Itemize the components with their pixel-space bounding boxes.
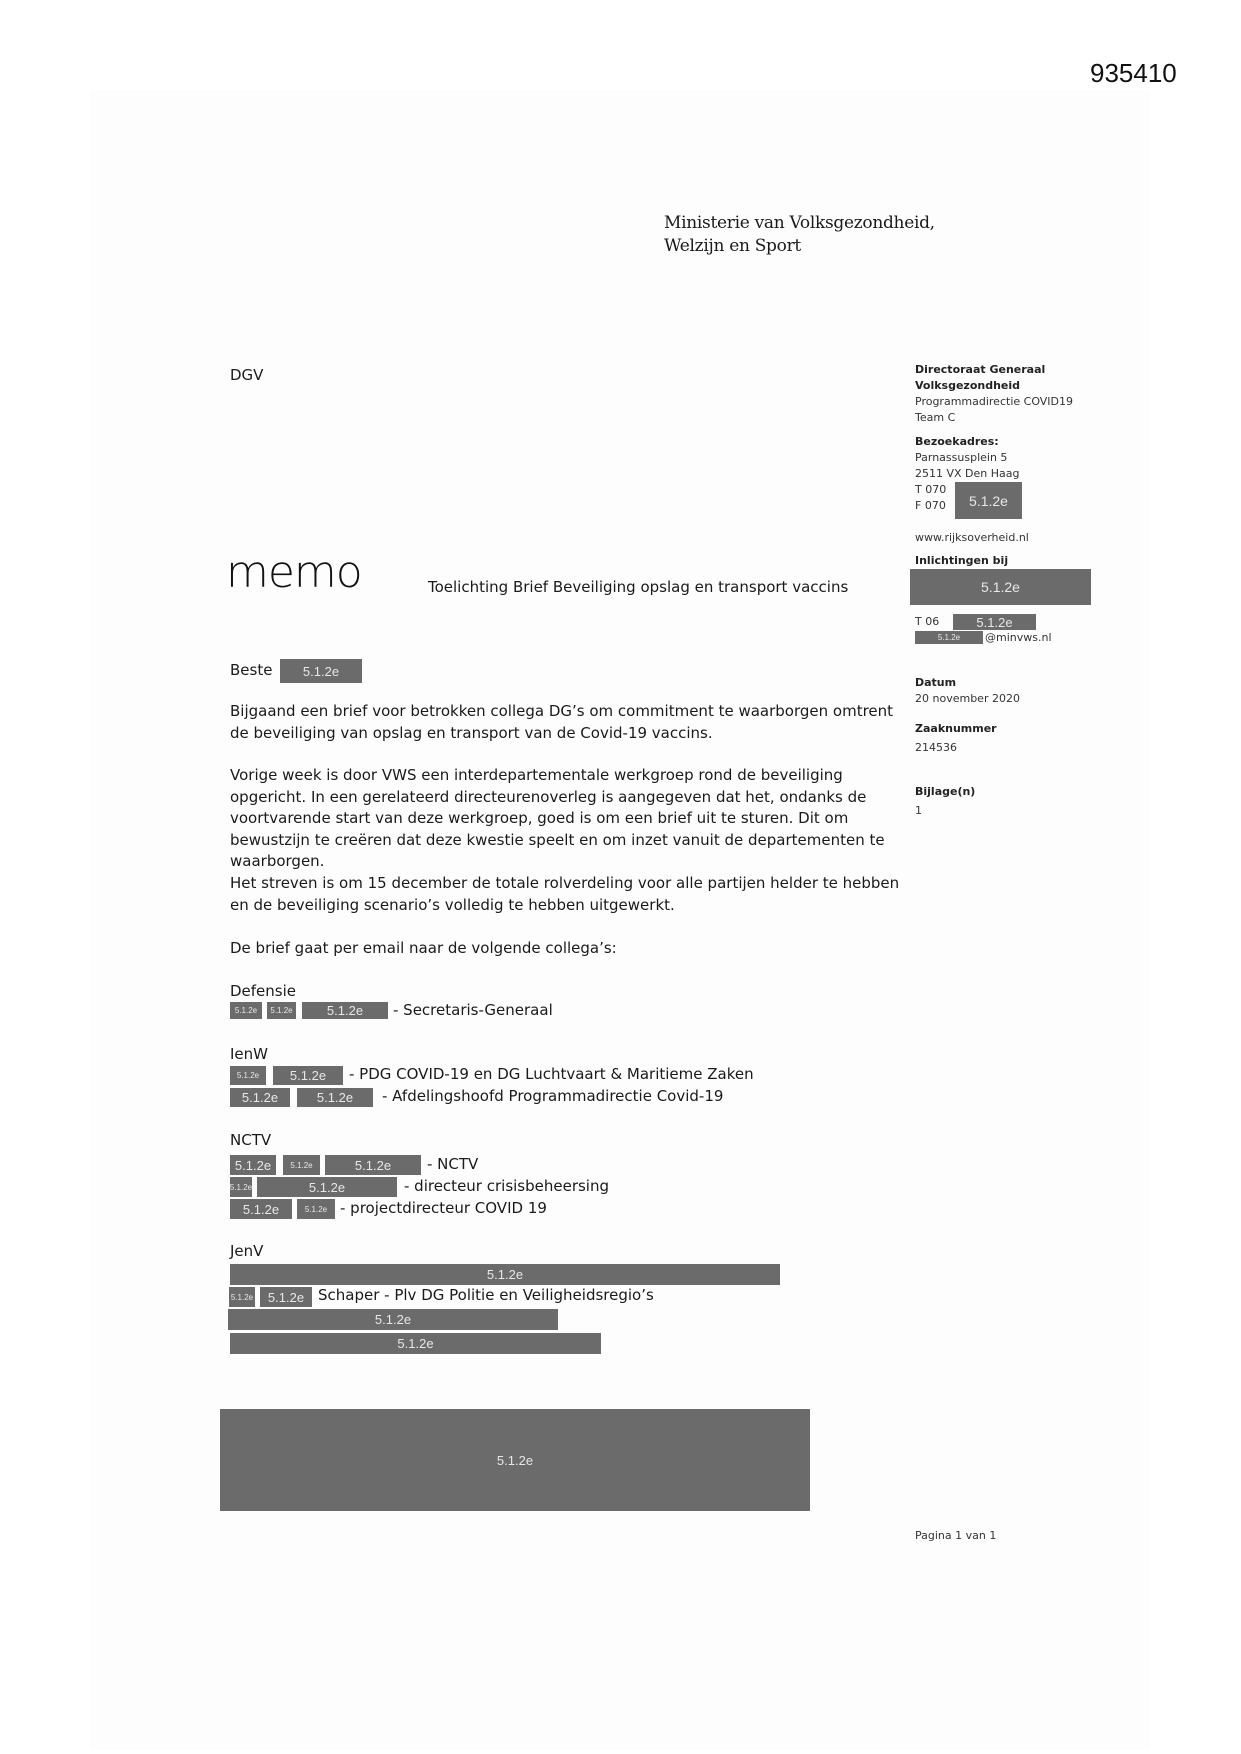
nctv-role-3: - projectdirecteur COVID 19 [340,1199,547,1217]
redaction-greeting-name: 5.1.2e [280,659,362,683]
date-value: 20 november 2020 [915,692,1020,705]
phone-prefix: T 070 [915,483,947,496]
greeting: Beste [230,661,273,679]
group-heading-jenv: JenV [230,1242,264,1260]
redaction-jenv-1: 5.1.2e [230,1264,780,1285]
redaction-nctv-1a: 5.1.2e [230,1155,276,1175]
case-label: Zaaknummer [915,722,997,735]
redaction-signature-block: 5.1.2e [220,1409,810,1511]
group-heading-defensie: Defensie [230,982,297,1000]
redaction-jenv-3: 5.1.2e [228,1309,558,1330]
nctv-role-2: - directeur crisisbeheersing [404,1177,610,1195]
group-heading-nctv: NCTV [230,1131,272,1149]
contact-phone-prefix: T 06 [915,615,940,628]
redaction-ienw-1b: 5.1.2e [273,1066,343,1085]
defensie-role-1: - Secretaris-Generaal [393,1001,553,1019]
redaction-phone-fax: 5.1.2e [955,482,1022,519]
ministry-line-2: Welzijn en Sport [664,236,801,256]
address-line-1: Parnassusplein 5 [915,451,1008,464]
contact-email-suffix[interactable]: @minvws.nl [985,631,1052,644]
ienw-role-1: - PDG COVID-19 en DG Luchtvaart & Maritieme Zaken [349,1065,754,1083]
redaction-jenv-2a: 5.1.2e [229,1287,255,1307]
group-heading-ienw: IenW [230,1045,268,1063]
info-label: Inlichtingen bij [915,554,1009,567]
org-line-3: Programmadirectie COVID19 [915,395,1074,408]
paragraph-1: Bijgaand een brief voor betrokken collega DG’s om commitment te waarborgen omtrent de beveiliging van opslag en transport van de Covid-19 vaccins. [230,702,894,742]
paragraph-2: Vorige week is door VWS een interdepartementale werkgroep rond de beveiliging opgericht. In een gerelateerd directeurenoverleg is aangegeven dat het, ondanks de voortvarende start van deze werkgroep, goed is om een brief uit te sturen. Dit om bewustzijn te creëren dat deze kwestie speelt en om inzet vanuit de departementen te waarborgen. [230,766,885,870]
visit-address-label: Bezoekadres: [915,435,999,448]
memo-subject: Toelichting Brief Beveiliging opslag en transport vaccins [428,578,849,596]
case-value: 214536 [915,741,957,754]
org-line-1: Directoraat Generaal [915,363,1046,376]
nctv-role-1: - NCTV [427,1155,479,1173]
doc-type-title: memo [226,547,362,598]
redaction-defensie-1b: 5.1.2e [267,1002,296,1019]
redaction-nctv-3a: 5.1.2e [230,1199,292,1219]
attachments-value: 1 [915,804,922,817]
redaction-nctv-1b: 5.1.2e [283,1155,320,1175]
fax-prefix: F 070 [915,499,946,512]
redaction-contact-email: 5.1.2e [915,631,983,644]
document-number: 935410 [1090,58,1177,88]
org-line-4: Team C [915,411,956,424]
redaction-ienw-2b: 5.1.2e [297,1088,373,1107]
redaction-jenv-4: 5.1.2e [230,1333,601,1354]
redaction-jenv-2b: 5.1.2e [260,1287,312,1307]
ienw-role-2: - Afdelingshoofd Programmadirectie Covid-19 [382,1087,724,1105]
attachments-label: Bijlage(n) [915,785,976,798]
sidebar-date [915,675,1020,707]
ministry-name [664,212,935,258]
redaction-nctv-3b: 5.1.2e [297,1199,335,1219]
website-link[interactable]: www.rijksoverheid.nl [915,531,1029,544]
jenv-role-2: Schaper - Plv DG Politie en Veiligheidsregio’s [318,1286,654,1304]
redaction-contact-phone: 5.1.2e [953,614,1036,630]
sidebar-attachments [915,784,975,819]
paragraph-3: Het streven is om 15 december de totale rolverdeling voor alle partijen helder te hebben en de beveiliging scenario’s volledig te hebben uitgewerkt. [230,874,900,914]
redaction-ienw-2a: 5.1.2e [230,1088,290,1107]
redaction-defensie-1c: 5.1.2e [302,1002,388,1019]
ministry-line-1: Ministerie van Volksgezondheid, [664,213,935,233]
redaction-contact-name: 5.1.2e [910,569,1091,605]
sidebar-case [915,721,997,756]
address-line-2: 2511 VX Den Haag [915,467,1020,480]
redaction-nctv-2a: 5.1.2e [230,1177,252,1197]
org-line-2: Volksgezondheid [915,379,1021,392]
page-number: Pagina 1 van 1 [915,1529,997,1542]
redaction-ienw-1a: 5.1.2e [230,1066,266,1085]
sidebar-organization [915,362,1073,426]
department-code: DGV [230,366,264,384]
recipients-intro: De brief gaat per email naar de volgende collega’s: [230,939,617,957]
redaction-nctv-1c: 5.1.2e [325,1155,421,1175]
date-label: Datum [915,676,957,689]
redaction-nctv-2b: 5.1.2e [257,1177,397,1197]
redaction-defensie-1a: 5.1.2e [230,1002,262,1019]
